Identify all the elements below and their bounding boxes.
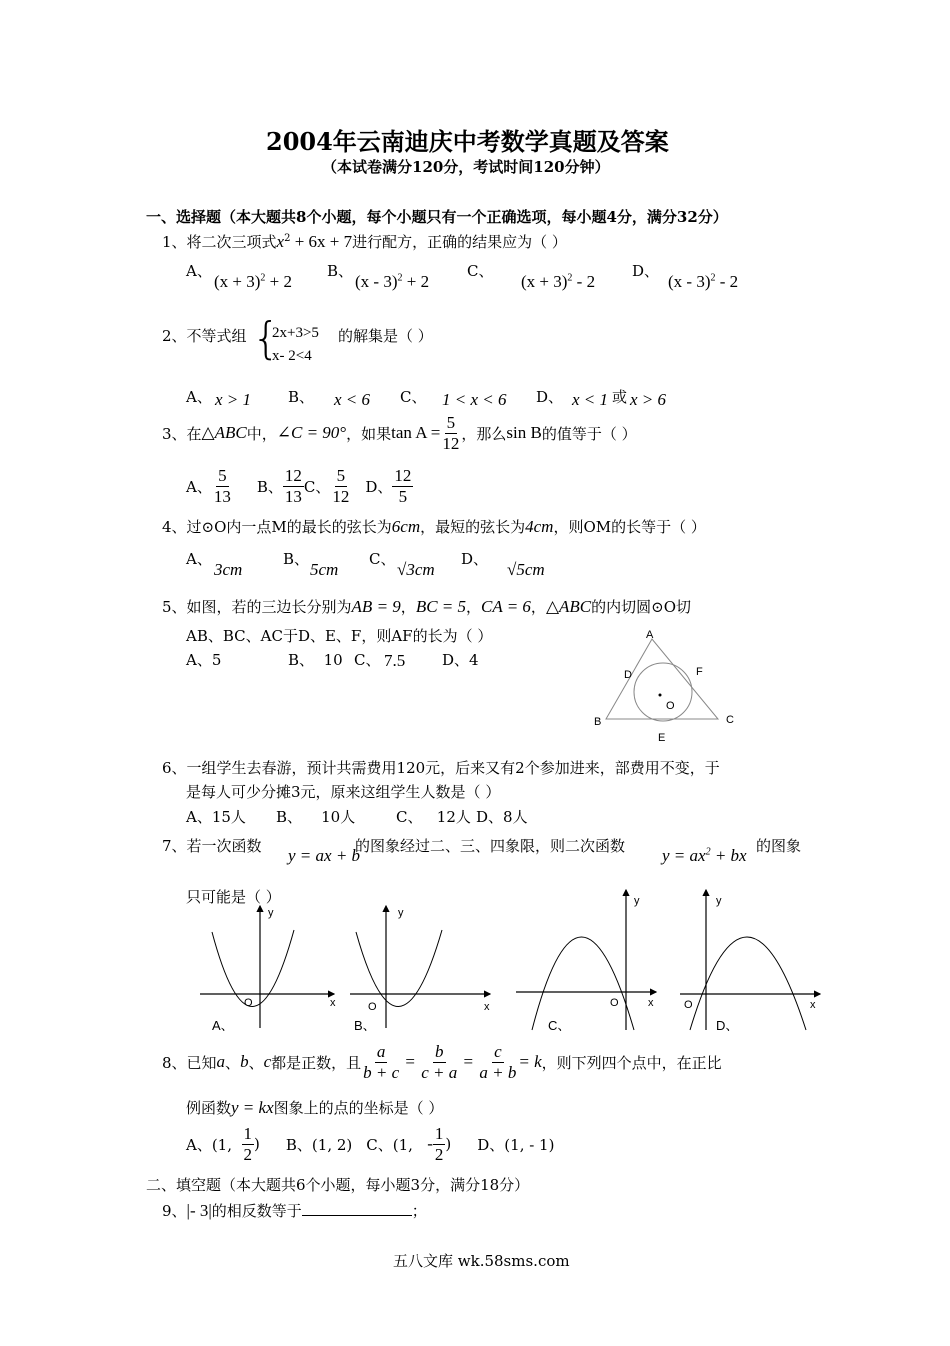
q5-option-b-text: 10 [323,651,343,669]
q5-label-e: E [658,732,666,744]
q4-mid: ，最短的弦长为 [420,518,526,536]
q2-brace: { [252,313,280,364]
q3-option-d-num: 12 [394,466,412,485]
q8-eq-k: = k [518,1052,542,1072]
q9-end: ； [411,1202,427,1220]
q5-label-d: D [624,669,632,681]
q1-option-a-base: (x + 3) [214,272,261,291]
q5-option-d [442,649,479,670]
q2-line-1: 2x+3>5 [272,325,319,341]
q5-label-f: F [696,666,703,678]
q2-option-a-label: A、 [186,388,212,406]
q7-quadratic-b: + bx [710,846,747,865]
q8-line-2 [186,1097,443,1118]
q5-option-d-text: 4 [469,651,479,669]
q1-option-c-expr [521,272,595,292]
q4-post: ，则OM的长等于（ ） [553,518,706,536]
q5-option-d-label: D、 [442,651,470,669]
q4-option-d-label: D、 [461,550,489,568]
q9-post: 的相反数等于 [211,1202,302,1220]
q7-b-y-label: y [398,907,404,919]
q7-b-parabola [356,930,442,1007]
q8-frac-2-den: c + a [421,1062,458,1082]
q2-option-c: 1 < x < 6 [442,390,507,409]
q6-option-b-text: 10人 [321,808,356,826]
q6-option-c-text: 12人 [436,808,471,826]
q7-graph-c [512,884,664,1034]
q3-mid2: ，如果 [346,424,392,443]
q8-eq-2: = [459,1052,478,1072]
q5-option-c: 7.5 [384,651,406,670]
q5-ca: CA = 6 [481,597,531,616]
q7-c-y-label: y [634,895,640,907]
q7-a-parabola [212,930,294,1007]
q8-option-c-minus: - [427,1134,433,1154]
q3-option-d-label: D、 [365,477,393,496]
q2-post: 的解集是（ ） [338,327,433,345]
q9-pre: 9、 [162,1202,187,1220]
q5-triangle: △ABC [545,597,592,616]
q8-pre: 8、已知 [162,1053,217,1072]
q3-option-c [330,466,351,506]
q6-option-a-text: 15人 [211,808,246,826]
q7-c-x-label: x [648,997,654,1009]
q1-option-d-sq: 2 [710,272,716,284]
q1-expr-base: x [276,232,285,251]
page-subtitle: （本试卷满分120分，考试时间120分钟） [322,158,610,176]
q8-option-c-close: ) [445,1135,452,1154]
q2-option-a: x > 1 [215,390,252,409]
q1-option-d-base: (x - 3) [668,272,711,291]
q4-option-a: 3cm [214,560,243,579]
q3-angle: ∠C = 90° [276,423,347,443]
q2-option-d: x < 1 [572,390,609,409]
q8-frac-1 [361,1042,401,1082]
q3-option-c-den: 12 [332,486,350,506]
q1-option-a-sq: 2 [260,272,266,284]
q3-option-c-num: 5 [336,466,346,485]
q5-option-c-label: C、 [354,651,381,669]
q5-ab: AB = 9 [351,597,401,616]
q5-bc: BC = 5 [415,597,467,616]
q7-a-label: A、 [212,1018,234,1032]
q8-sep-2: 、 [248,1053,264,1072]
q4-option-b-label: B、 [283,550,310,568]
q3-option-a-num: 5 [218,466,227,485]
q8-line-2-pre: 例函数 [186,1099,232,1117]
q2-option-b-label: B、 [288,388,315,406]
q3-triangle: △ABC [201,423,247,443]
q6-option-d-text: 8人 [503,808,528,826]
q3-option-b [283,466,304,506]
q8-line-2-func: y = kx [231,1098,274,1117]
q8-sep-1: 、 [225,1053,241,1072]
q4-option-c-label: C、 [369,550,396,568]
q1-option-a-label: A、 [186,262,212,280]
q1-option-b [327,260,353,281]
question-7-pre: 7、若一次函数 [162,837,262,855]
q5-label-b: B [594,716,602,728]
q8-eq-1: = [401,1052,420,1072]
q1-option-a-expr [214,272,292,292]
q3-options [186,466,413,506]
q3-option-d-den: 5 [398,486,408,506]
q1-option-a [186,260,212,281]
q6-option-a [186,806,246,827]
q3-option-b-label: B、 [256,477,283,496]
section-1-heading: 一、选择题（本大题共8个小题，每个小题只有一个正确选项，每小题4分，满分32分） [146,208,728,226]
question-2 [162,325,247,346]
q1-option-b-base: (x - 3) [355,272,398,291]
q7-c-origin: O [610,997,619,1009]
q3-tan: tan A = [391,423,441,443]
q7-a-x-label: x [330,997,336,1009]
q8-var-b: b [240,1052,249,1072]
q8-post: ，则下列四个点中，在正比 [541,1053,722,1072]
q1-option-b-expr [355,272,429,292]
q2-or: 或 [612,388,628,406]
q7-b-x-label: x [484,1001,490,1013]
q6-option-c [396,806,471,827]
q5-option-a-text: 5 [211,651,222,669]
q6-option-d [476,806,528,827]
q1-option-c-label: C、 [467,262,494,280]
q5-post: 的内切圆⊙O切 [591,598,691,616]
question-8 [162,1042,722,1082]
q1-option-d [632,260,659,281]
q8-var-c: c [263,1052,272,1072]
q4-pre: 4、过⊙O内一点M的最长的弦长为 [162,518,392,536]
q8-option-a-close: ) [254,1135,260,1154]
q7-b-origin: O [368,1001,377,1013]
q3-option-a-label: A、 [186,477,212,496]
q7-d-parabola [690,937,806,1030]
q4-option-b: 5cm [310,560,339,579]
q3-sin: sin B [506,423,542,443]
q7-d-y-label: y [716,895,722,907]
q5-pre: 5、如图，若的三边长分别为 [162,598,352,616]
question-3 [162,413,637,453]
q2-option-b: x < 6 [334,390,371,409]
q7-linear-function: y = ax + b [288,846,361,865]
q3-option-b-den: 13 [284,486,302,506]
q9-answer-blank[interactable] [302,1201,412,1216]
q8-option-b: B、(1, 2) [285,1135,353,1154]
q1-post: 进行配方，正确的结果应为（ ） [352,233,567,251]
q5-label-c: C [726,714,734,726]
q1-option-c-tail: - 2 [572,272,596,291]
q8-option-a-den: 2 [243,1144,253,1164]
q2-option-c-label: C、 [400,388,427,406]
q3-tan-fraction [440,413,461,453]
q9-abs: |- 3| [186,1201,212,1220]
q4-shortest: 4cm [525,517,554,536]
q8-option-d: D、(1, - 1) [477,1135,555,1154]
q4-longest: 6cm [391,517,421,536]
q8-option-a-num: 1 [243,1124,253,1143]
q5-option-a [186,649,221,670]
q5-figure [590,625,750,750]
q5-incircle [634,663,692,721]
q3-option-a-den: 13 [213,486,231,506]
q7-graph-a [196,902,346,1032]
q7-c-label: C、 [548,1018,571,1033]
q6-option-b-label: B、 [276,808,303,826]
question-6-line-1: 6、一组学生去春游，预计共需费用120元，后来又有2个参加进来，部费用不变，于 [162,759,720,777]
q8-option-a-label: A、(1, [186,1135,232,1154]
q5-triangle-shape [606,639,718,719]
q5-center-dot [659,694,662,697]
q7-line-2: 只可能是（ ） [186,888,281,906]
question-9 [162,1200,427,1221]
q7-b-label: B、 [354,1018,376,1032]
q8-frac-3 [477,1042,518,1082]
q8-option-c-num: 1 [434,1124,444,1143]
q4-option-c: √3cm [397,560,435,579]
q7-d-label: D、 [716,1018,739,1033]
q8-frac-2 [419,1042,459,1082]
page-title: 2004年云南迪庆中考数学真题及答案 [266,127,669,156]
question-5: 5、如图，若的三边长分别为AB = 9，BC = 5，CA = 6，△ABC的内切圆⊙O切 [162,597,691,616]
q7-a-y-label: y [268,907,274,919]
q7-quadratic-a: y = ax [662,846,706,865]
q8-option-a-fraction [242,1124,255,1164]
q5-option-b [288,649,343,670]
q6-option-b [276,806,355,827]
q3-mid1: 中， [246,424,277,443]
q3-option-b-num: 12 [284,466,302,485]
q1-option-d-expr [668,272,738,292]
q1-option-c-sq: 2 [567,272,573,284]
q4-option-d: √5cm [507,560,545,579]
q5-label-a: A [646,629,654,641]
q4-option-a-label: A、 [186,550,212,568]
q7-quadratic-sq: 2 [705,846,711,858]
q8-option-c-fraction [433,1124,446,1164]
question-6-line-2: 是每人可少分摊3元，原来这组学生人数是（ ） [186,783,501,801]
q8-frac-3-den: a + b [479,1062,517,1082]
q1-option-a-tail: + 2 [265,272,293,291]
q1-option-d-label: D、 [632,262,660,280]
q1-option-b-sq: 2 [397,272,403,284]
q1-text: 1、将二次三项式 [162,233,277,251]
q8-mid: 都是正数，且 [271,1053,362,1072]
q8-var-a: a [216,1052,226,1072]
q1-option-d-tail: - 2 [715,272,739,291]
q6-option-a-label: A、 [186,808,212,826]
q3-mid3: ，那么 [461,424,507,443]
q2-option-d-label: D、 [536,388,564,406]
q1-option-b-tail: + 2 [402,272,430,291]
q2-line-2: x- 2<4 [272,348,312,364]
q8-frac-3-num: c [494,1042,502,1061]
q7-post: 的图象 [756,837,802,855]
q7-a-origin: O [244,997,253,1009]
q1-option-b-label: B、 [327,262,354,280]
q5-option-b-label: B、 [288,651,315,669]
q8-frac-1-den: b + c [363,1062,400,1082]
q7-graph-b [346,902,496,1032]
q3-option-d [392,466,413,506]
q7-mid: 的图象经过二、三、四象限，则二次函数 [355,837,626,855]
q8-options [186,1124,554,1164]
section-2-heading: 二、填空题（本大题共6个小题，每小题3分，满分18分） [146,1176,530,1194]
q3-post: 的值等于（ ） [541,424,637,443]
q1-expr-rest: + 6x + 7 [290,232,353,251]
footer-watermark: 五八文库 wk.58sms.com [393,1252,570,1270]
q7-graph-d [676,884,826,1034]
q8-option-c-den: 2 [434,1144,444,1164]
q1-option-c [467,260,493,281]
q8-line-2-post: 图象上的点的坐标是（ ） [273,1099,444,1117]
q6-option-c-label: C、 [396,808,423,826]
q7-d-x-label: x [810,999,816,1011]
q1-expr-sq: 2 [284,233,291,244]
q8-option-c-label: C、(1, [366,1135,413,1154]
q6-option-d-label: D、 [476,808,504,826]
question-4 [162,516,706,537]
q8-frac-1-num: a [376,1042,386,1061]
q3-option-a [212,466,233,506]
q3-tan-num: 5 [446,413,456,432]
q5-option-a-label: A、 [186,651,212,669]
q7-d-origin: O [684,999,693,1011]
q5-line-2: AB、BC、AC于D、E、F，则AF的长为（ ） [186,627,493,645]
q7-quadratic [662,846,747,866]
q2-option-d-tail: x > 6 [630,390,667,409]
q2-text: 2、不等式组 [162,327,247,345]
q8-frac-2-num: b [435,1042,444,1061]
question-1 [162,231,567,252]
q3-option-c-label: C、 [303,477,331,496]
q7-c-parabola [532,937,634,1030]
q3-tan-den: 12 [442,433,460,453]
q3-pre: 3、在 [162,424,202,443]
q1-option-c-base: (x + 3) [521,272,568,291]
q5-label-o: O [666,700,675,712]
